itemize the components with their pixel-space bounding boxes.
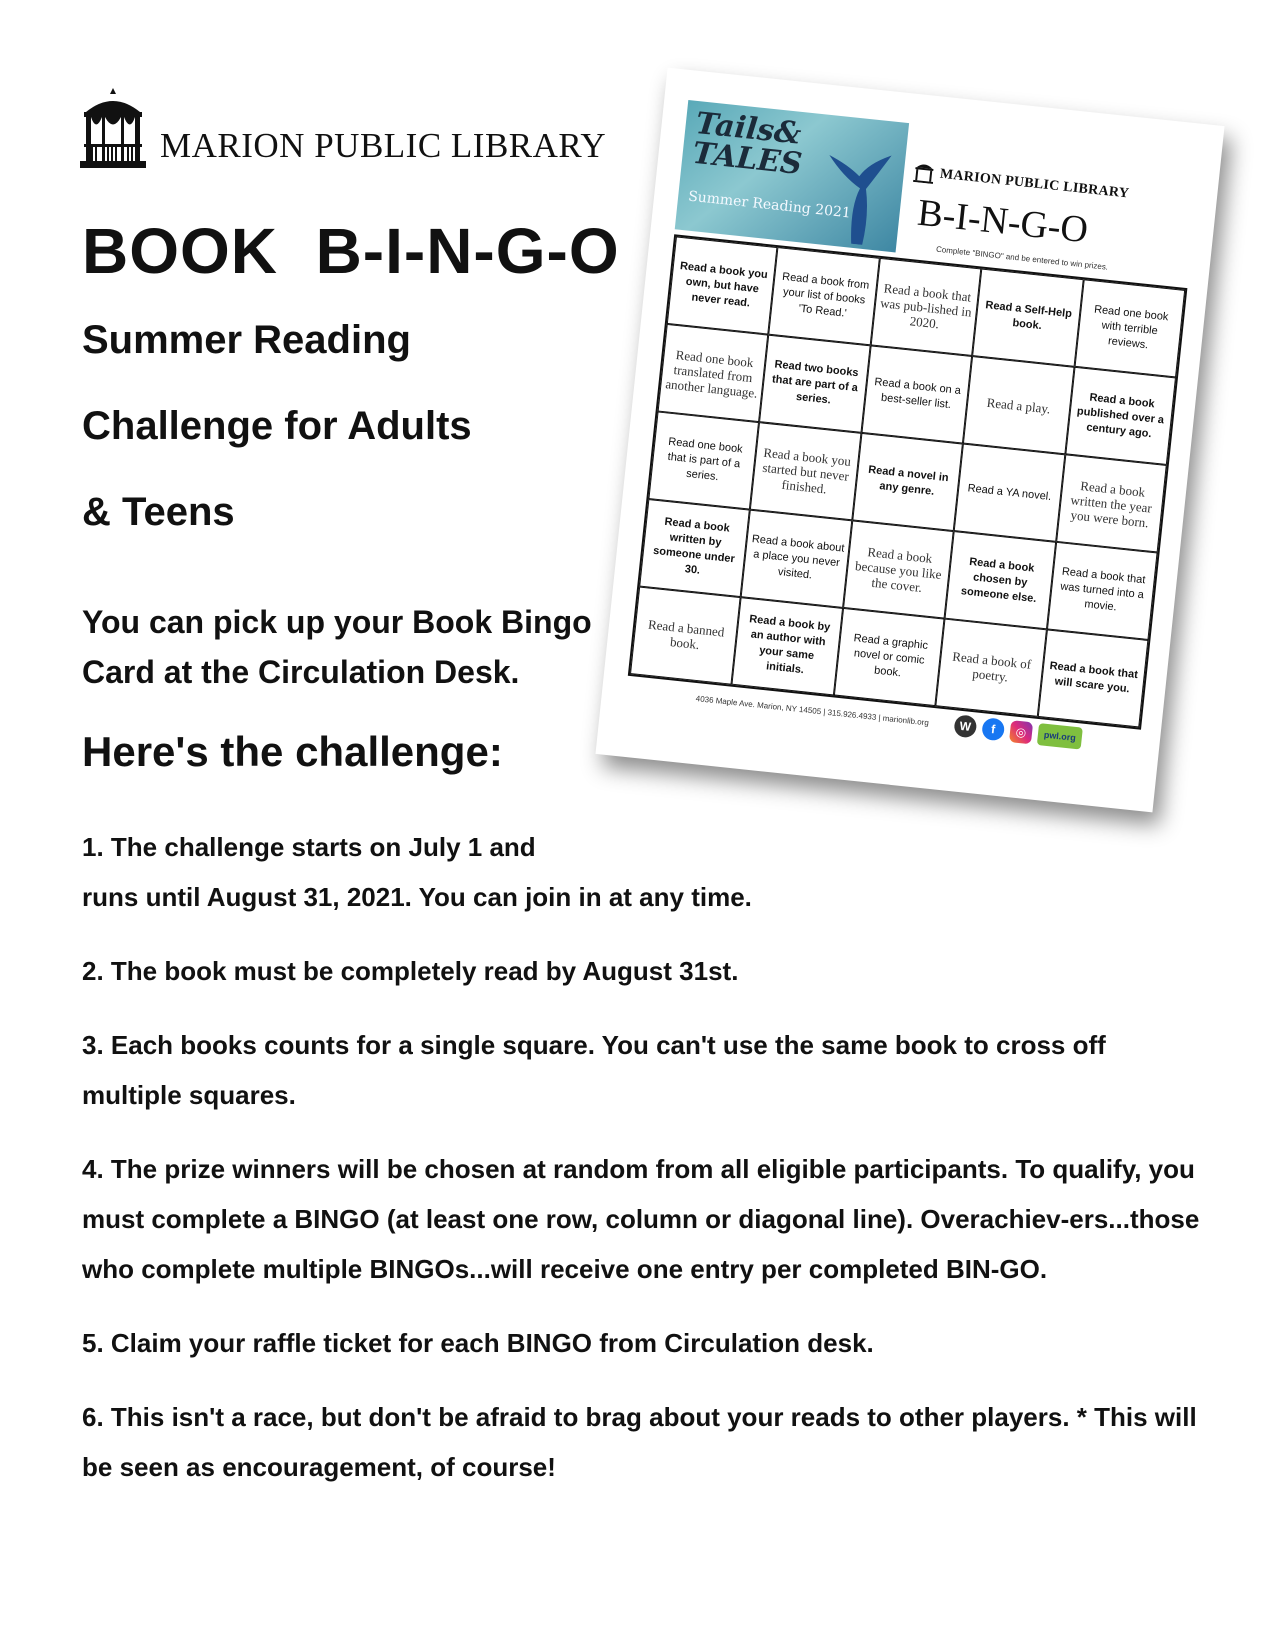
rule-1 (82, 822, 1202, 922)
bingo-cell: Read a book on a best-seller list. (861, 345, 972, 443)
gazebo-logo-icon (80, 86, 146, 168)
rule-5: 5. Claim your raffle ticket for each BINGO from Circulation desk. (82, 1328, 874, 1358)
bingo-cell: Read a play. (963, 356, 1074, 454)
mermaid-tail-icon (816, 145, 896, 248)
challenge-heading: Here's the challenge: (82, 728, 503, 775)
card-bingo-title: B-I-N-G-O (915, 191, 1091, 252)
rule-3: 3. Each books counts for a single square. You can't use the same book to cross off multiple squares. (82, 1030, 1106, 1110)
pwl-logo-icon: pwl.org (1037, 723, 1083, 749)
card-note: Complete "BINGO" and be entered to win prizes. (935, 244, 1109, 272)
bingo-cell: Read two books that are part of a series. (759, 335, 870, 433)
bingo-cell: Read a banned book. (630, 586, 741, 684)
bingo-cell: Read a book written the year you were born. (1056, 454, 1167, 552)
bingo-cell: Read a book because you like the cover. (843, 520, 954, 618)
rule-1-line-a: 1. The challenge starts on July 1 and (82, 832, 536, 862)
wordpress-icon: W (953, 714, 977, 738)
bingo-grid (628, 234, 1188, 730)
card-footer: 4036 Maple Ave. Marion, NY 14505 | 315.926.4933 | marionlib.org (695, 694, 930, 728)
bingo-cell: Read a book that was turned into a movie. (1047, 542, 1158, 640)
rule-1-line-b: runs until August 31, 2021. You can join in at any time. (82, 882, 752, 912)
bingo-cell: Read a book of poetry. (936, 619, 1047, 717)
page-title: BOOK B-I-N-G-O (82, 215, 620, 287)
subtitle-line-1: Summer Reading (82, 318, 411, 362)
instagram-icon: ◎ (1009, 720, 1033, 744)
facebook-icon: f (981, 717, 1005, 741)
subtitle-line-2: Challenge for Adults (82, 404, 472, 448)
bingo-cell: Read a book that was pub-lished in 2020. (870, 258, 981, 356)
bingo-cell: Read a book written by someone under 30. (639, 499, 750, 597)
library-header (80, 86, 606, 168)
bingo-cell: Read a graphic novel or comic book. (834, 608, 945, 706)
bingo-cell: Read a Self-Help book. (972, 269, 1083, 367)
pickup-text: You can pick up your Book Bingo Card at the Circulation Desk. (82, 604, 592, 690)
rule-6: 6. This isn't a race, but don't be afraid to brag about your reads to other players. * This will be seen as encouragement, of course! (82, 1402, 1197, 1482)
bingo-cell: Read one book translated from another language. (658, 324, 769, 422)
bingo-cell: Read a book you own, but have never read. (667, 236, 778, 334)
rule-2: 2. The book must be completely read by August 31st. (82, 956, 739, 986)
bingo-cell: Read a book you started but never finished. (750, 422, 861, 520)
bingo-cell: Read a YA novel. (954, 444, 1065, 542)
card-library-name: MARION PUBLIC LIBRARY (939, 166, 1130, 202)
rule-4: 4. The prize winners will be chosen at random from all eligible participants. To qualify, you must complete a BINGO (at least one row, column or diagonal line). Overachiev-ers...those who complete multiple BINGOs...will receive one entry per completed BIN-GO. (82, 1154, 1200, 1284)
library-name: MARION PUBLIC LIBRARY (160, 126, 607, 165)
bingo-cell: Read one book with terrible reviews. (1074, 279, 1185, 377)
card-banner (675, 100, 909, 252)
banner-title: Tails& TALES (690, 105, 804, 183)
bingo-cell: Read a book chosen by someone else. (945, 531, 1056, 629)
bingo-cell: Read a book from your list of books 'To Read.' (769, 247, 880, 345)
bingo-cell: Read a book by an author with your same initials. (732, 597, 843, 695)
bingo-cell: Read a book about a place you never visited. (741, 510, 852, 608)
bingo-card-image (595, 68, 1224, 813)
subtitle-line-3: & Teens (82, 490, 235, 534)
bingo-cell: Read a novel in any genre. (852, 433, 963, 531)
bingo-cell: Read a book published over a century ago. (1065, 367, 1176, 465)
bingo-cell: Read a book that will scare you. (1037, 629, 1148, 727)
rules-list (82, 822, 1202, 1516)
card-gazebo-icon (913, 160, 935, 184)
bingo-cell: Read one book that is part of a series. (648, 411, 759, 509)
banner-subtitle: Summer Reading 2021 (687, 188, 852, 222)
